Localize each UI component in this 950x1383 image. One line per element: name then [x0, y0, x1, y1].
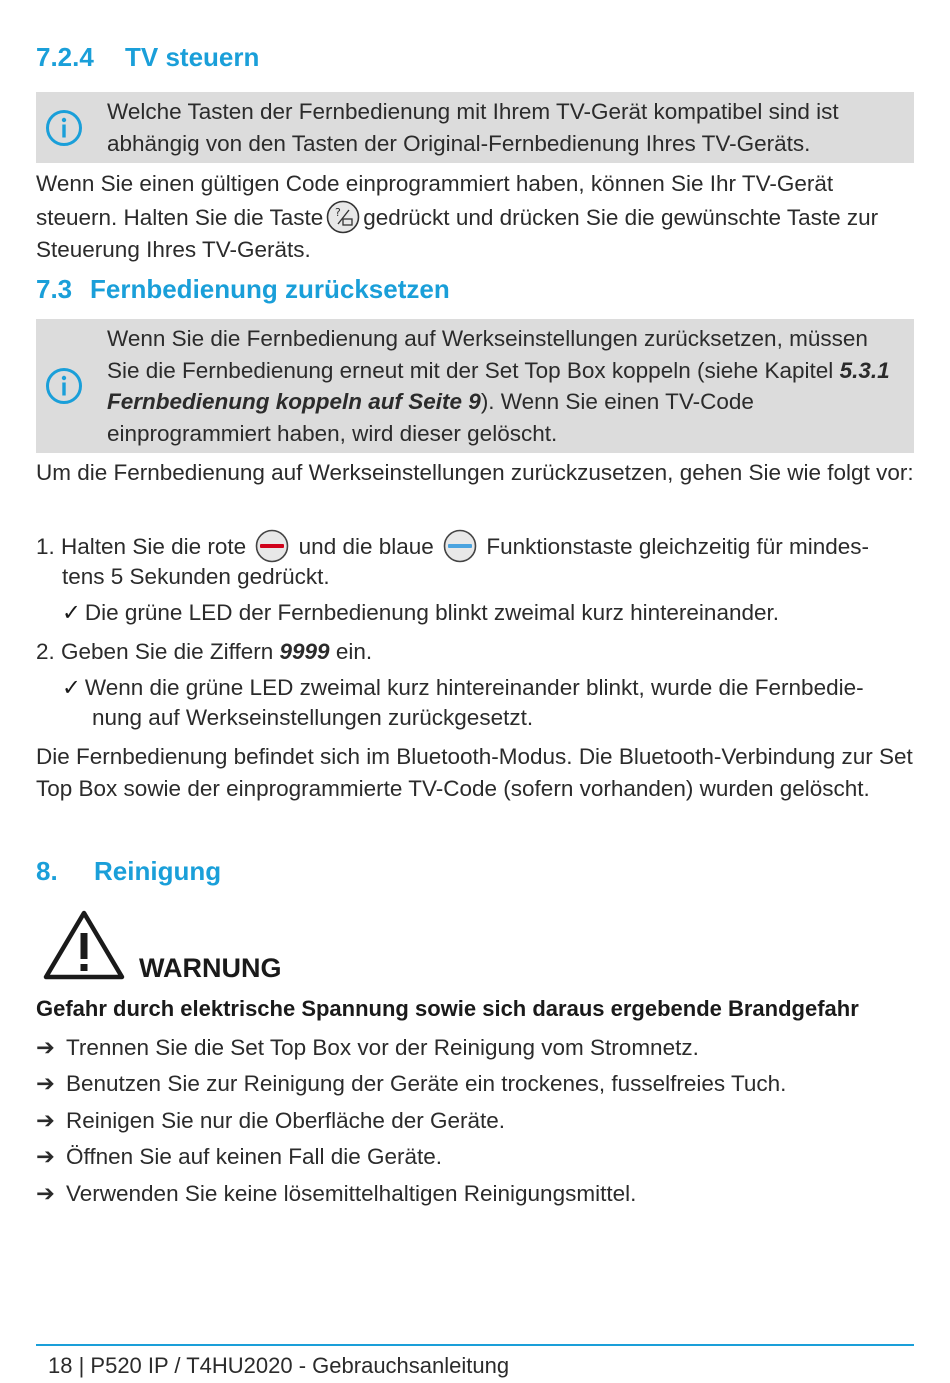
warning-item: [36, 1032, 699, 1064]
result-text-continued: nung auf Werkseinstellungen zurückgesetzt.: [92, 705, 534, 730]
step-text-continued: tens 5 Sekunden gedrückt.: [62, 564, 330, 589]
warning-triangle-icon: [42, 909, 126, 981]
step-text: Geben Sie die Ziffern: [61, 639, 274, 664]
warning-item: [36, 1105, 505, 1137]
section-title: Fernbedienung zurücksetzen: [90, 274, 450, 304]
chapter-reference-link[interactable]: 5.3.1 Fernbedienung koppeln auf Seite 9: [107, 357, 890, 414]
result-step-2: [62, 672, 864, 704]
blue-key-icon: [443, 529, 477, 563]
paragraph-intro: Um die Fernbedienung auf Werkseinstellungen zurückzusetzen, gehen Sie wie folgt vor:: [36, 460, 914, 485]
section-heading-7-2-4: [36, 42, 259, 73]
code-value: 9999: [279, 639, 330, 664]
warning-label: WARNUNG: [139, 953, 282, 983]
paragraph-text: Wenn Sie einen gültigen Code einprogrammiert haben, können Sie Ihr TV-Gerät steuern. Halten Sie die Taste: [36, 171, 834, 230]
footer-divider: [36, 1344, 914, 1346]
warning-item: [36, 1178, 636, 1210]
warning-item-text: Öffnen Sie auf keinen Fall die Geräte.: [66, 1144, 443, 1169]
section-number: 7.2.4: [36, 42, 94, 72]
info-box-2: [36, 319, 914, 453]
step-text: Funktionstaste gleichzeitig für mindes-: [486, 534, 870, 559]
warning-heading: Gefahr durch elektrische Spannung sowie sich daraus ergebende Brandgefahr: [36, 996, 859, 1021]
step-text: ein.: [335, 639, 373, 664]
section-title: Reinigung: [94, 856, 222, 886]
info-text-part: Wenn Sie die Fernbedienung auf Werkseinstellungen zurücksetzen, müssen Sie die Fernbedienung erneut mit der Set Top Box koppeln (siehe Kapitel: [107, 326, 868, 383]
warning-item-text: Reinigen Sie nur die Oberfläche der Geräte.: [66, 1108, 506, 1133]
warning-item: [36, 1068, 786, 1100]
section-heading-7-3: [36, 274, 450, 305]
arrow-icon: ➔: [36, 1108, 55, 1133]
step-number: 2.: [36, 639, 55, 664]
arrow-icon: ➔: [36, 1071, 55, 1096]
paragraph-tv-control: [36, 168, 914, 266]
section-heading-8: [36, 856, 221, 887]
step-number: 1.: [36, 534, 55, 559]
check-icon: ✓: [62, 675, 81, 700]
section-title: TV steuern: [125, 42, 260, 72]
step-text: und die blaue: [298, 534, 434, 559]
list-item-step-1: [36, 529, 914, 563]
arrow-icon: ➔: [36, 1035, 55, 1060]
red-key-icon: [255, 529, 289, 563]
arrow-icon: ➔: [36, 1181, 55, 1206]
tv-key-icon: [326, 200, 360, 234]
result-text: Wenn die grüne LED zweimal kurz hintereinander blinkt, wurde die Fernbedie-: [84, 675, 864, 700]
info-text-part: ). Wenn Sie einen TV-Code einprogrammiert haben, wird dieser gelöscht.: [107, 389, 754, 446]
arrow-icon: ➔: [36, 1144, 55, 1169]
result-text: Die grüne LED der Fernbedienung blinkt zweimal kurz hintereinander.: [84, 600, 779, 625]
paragraph-bluetooth: Die Fernbedienung befindet sich im Bluetooth-Modus. Die Bluetooth-Verbindung zur Set Top Box sowie der einprogrammierte TV-Code (sofern vorhanden) wurden gelöscht.: [36, 744, 913, 801]
info-text: Welche Tasten der Fernbedienung mit Ihrem TV-Gerät kompatibel sind ist abhängig von den Tasten der Original-Fernbedienung Ihres TV-Geräts.: [107, 99, 839, 156]
result-step-1: [62, 597, 779, 629]
warning-item-text: Trennen Sie die Set Top Box vor der Reinigung vom Stromnetz.: [66, 1035, 699, 1060]
warning-item: [36, 1141, 442, 1173]
section-number: 8.: [36, 856, 58, 886]
info-box-1: [36, 92, 914, 163]
svg-text:?: ?: [335, 206, 342, 219]
list-item-step-2: [36, 636, 372, 668]
paragraph-text: gedrückt und drücken Sie die gewünschte Taste zur Steuerung Ihres TV-Geräts.: [36, 205, 879, 262]
section-number: 7.3: [36, 274, 73, 304]
page-footer: 18 | P520 IP / T4HU2020 - Gebrauchsanleitung: [48, 1353, 510, 1378]
step-text: Halten Sie die rote: [61, 534, 247, 559]
info-icon: [45, 109, 83, 147]
warning-item-text: Benutzen Sie zur Reinigung der Geräte ein trockenes, fusselfreies Tuch.: [66, 1071, 787, 1096]
info-text: [107, 323, 896, 449]
warning-item-text: Verwenden Sie keine lösemittelhaltigen Reinigungsmittel.: [66, 1181, 637, 1206]
info-icon: [45, 367, 83, 405]
check-icon: ✓: [62, 600, 81, 625]
